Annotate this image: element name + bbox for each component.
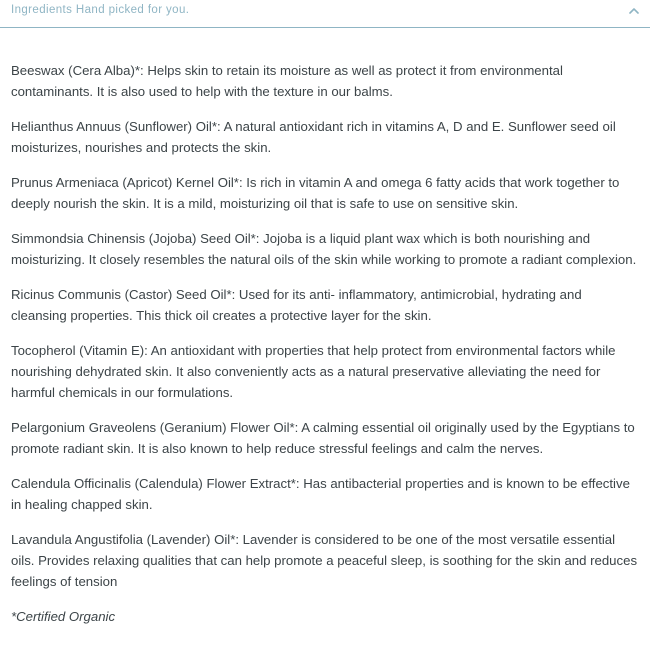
certified-organic-footnote: *Certified Organic [11,609,116,624]
accordion-title: Ingredients Hand picked for you. [11,4,190,16]
ingredient-jojoba-seed-oil: Simmondsia Chinensis (Jojoba) Seed Oil*: Jojoba is a liquid plant wax which is both nourishing and moisturizing. It closely resembles the natural oils of the skin while working to promote a radiant complexion. [11,231,637,267]
ingredient-calendula-extract: Calendula Officinalis (Calendula) Flower Extract*: Has antibacterial properties and is known to be effective in healing chapped skin. [11,476,630,512]
ingredient-lavender-oil: Lavandula Angustifolia (Lavender) Oil*: Lavender is considered to be one of the most versatile essential oils. Provides relaxing qualities that can help promote a peaceful sleep, is soothing for the skin and reduces feelings of tension [11,532,638,589]
chevron-up-icon[interactable] [626,4,642,18]
ingredient-sunflower-oil: Helianthus Annuus (Sunflower) Oil*: A natural antioxidant rich in vitamins A, D and E. Sunflower seed oil moisturizes, nourishes and protects the skin. [11,119,616,155]
ingredient-geranium-oil: Pelargonium Graveolens (Geranium) Flower Oil*: A calming essential oil originally used by the Egyptians to promote radiant skin. It is also known to help reduce stressful feelings and calm the nerves. [11,420,635,456]
accordion-content [11,60,641,627]
ingredient-beeswax: Beeswax (Cera Alba)*: Helps skin to retain its moisture as well as protect it from environmental contaminants. It is also used to help with the texture in our balms. [11,63,563,99]
accordion-header[interactable] [0,0,650,28]
ingredient-vitamin-e: Tocopherol (Vitamin E): An antioxidant with properties that help protect from environmental factors while nourishing dehydrated skin. It also conveniently acts as a natural preservative alleviating the need for harmful chemicals in our formulations. [11,343,616,400]
ingredient-apricot-kernel-oil: Prunus Armeniaca (Apricot) Kernel Oil*: Is rich in vitamin A and omega 6 fatty acids that work together to deeply nourish the skin. It is a mild, moisturizing oil that is safe to use on sensitive skin. [11,175,620,211]
ingredient-castor-seed-oil: Ricinus Communis (Castor) Seed Oil*: Used for its anti- inflammatory, antimicrobial, hydrating and cleansing properties. This thick oil creates a protective layer for the skin. [11,287,582,323]
